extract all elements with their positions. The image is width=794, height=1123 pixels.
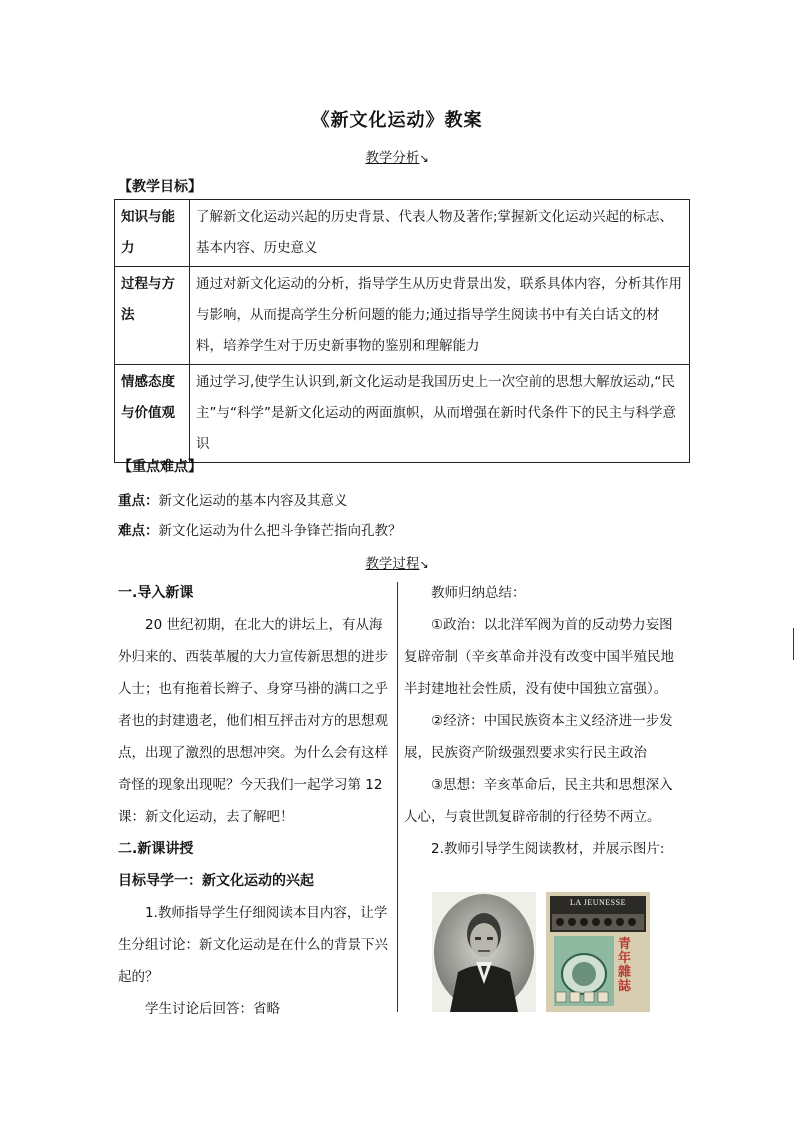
objectives-table (114, 199, 690, 463)
key-point (118, 485, 348, 517)
magazine-masthead: LA JEUNESSE (570, 898, 626, 907)
instruction-paragraph: 1.教师指导学生仔细阅读本目内容，让学生分组讨论：新文化运动是在什么的背景下兴起的？ (118, 905, 388, 985)
goal-one-heading: 目标导学一：新文化运动的兴起 (118, 873, 314, 889)
document-title: 《新文化运动》教案 (311, 110, 483, 131)
objective-text: 通过学习,使学生认识到,新文化运动是我国历史上一次空前的思想大解放运动,“民主”与“科学”是新文化运动的两面旗帜，从而增强在新时代条件下的民主与科学意识 (190, 365, 690, 463)
left-column (118, 577, 388, 1025)
magazine-image (546, 892, 650, 1012)
objective-text: 了解新文化运动兴起的历史背景、代表人物及著作;掌握新文化运动兴起的标志、基本内容、历史意义 (190, 200, 690, 267)
difficult-text: 新文化运动为什么把斗争锋芒指向孔教？ (158, 523, 402, 539)
table-row (115, 365, 690, 463)
summary-politics: ①政治：以北洋军阀为首的反动势力妄图复辟帝制（辛亥革命并没有改变中国半殖民地半封建地社会性质，没有使中国独立富强）。 (404, 617, 674, 697)
column-divider (397, 582, 398, 1012)
section-intro-heading: 一.导入新课 (118, 585, 194, 601)
process-heading-text: 教学过程 (365, 556, 420, 572)
difficult-label: 难点： (118, 523, 159, 539)
picture-instruction: 2.教师引导学生阅读教材，并展示图片: (431, 841, 665, 857)
magazine-cover (546, 892, 650, 1012)
objective-label: 过程与方法 (115, 267, 190, 365)
analysis-heading-text: 教学分析 (365, 150, 420, 166)
right-column (404, 577, 676, 865)
student-answer: 学生讨论后回答：省略 (145, 1001, 280, 1017)
table-row (115, 200, 690, 267)
difficult-point (118, 515, 402, 547)
summary-economy: ②经济：中国民族资本主义经济进一步发展，民族资产阶级强烈要求实行民主政治 (404, 713, 673, 761)
objective-text: 通过对新文化运动的分析，指导学生从历史背景出发，联系具体内容，分析其作用与影响，从而提高学生分析问题的能力;通过指导学生阅读书中有关白话文的材料，培养学生对于历史新事物的鉴别和理解能力 (190, 267, 690, 365)
objectives-heading: 【教学目标】 (118, 179, 202, 195)
magazine-cn-title: 青年雜誌 (618, 937, 632, 994)
summary-thought: ③思想：辛亥革命后，民主共和思想深入人心，与袁世凯复辟帝制的行径势不两立。 (404, 777, 673, 825)
objective-label: 知识与能力 (115, 200, 190, 267)
objective-label: 情感态度与价值观 (115, 365, 190, 463)
paragraph-mark-icon: ↘ (419, 558, 429, 571)
portrait-image (432, 892, 536, 1012)
analysis-heading (0, 146, 794, 166)
key-label: 重点： (118, 493, 159, 509)
paragraph-mark-icon: ↘ (419, 152, 429, 165)
keypoints-heading: 【重点难点】 (118, 459, 202, 475)
table-row (115, 267, 690, 365)
key-text: 新文化运动的基本内容及其意义 (158, 493, 348, 509)
portrait-photo (432, 892, 536, 1012)
summary-lead: 教师归纳总结： (431, 585, 526, 601)
intro-paragraph: 20 世纪初期，在北大的讲坛上，有从海外归来的、西装革履的大力宣传新思想的进步人士；也有拖着长辫子、身穿马褂的满口之乎者也的封建遗老，他们相互抨击对方的思想观点，出现了激烈的思想冲突。为什么会有这样奇怪的现象出现呢？今天我们一起学习第 12 课：新文化运动，去了解吧！ (118, 617, 388, 825)
process-heading (0, 552, 794, 572)
section-lecture-heading: 二.新课讲授 (118, 841, 194, 857)
